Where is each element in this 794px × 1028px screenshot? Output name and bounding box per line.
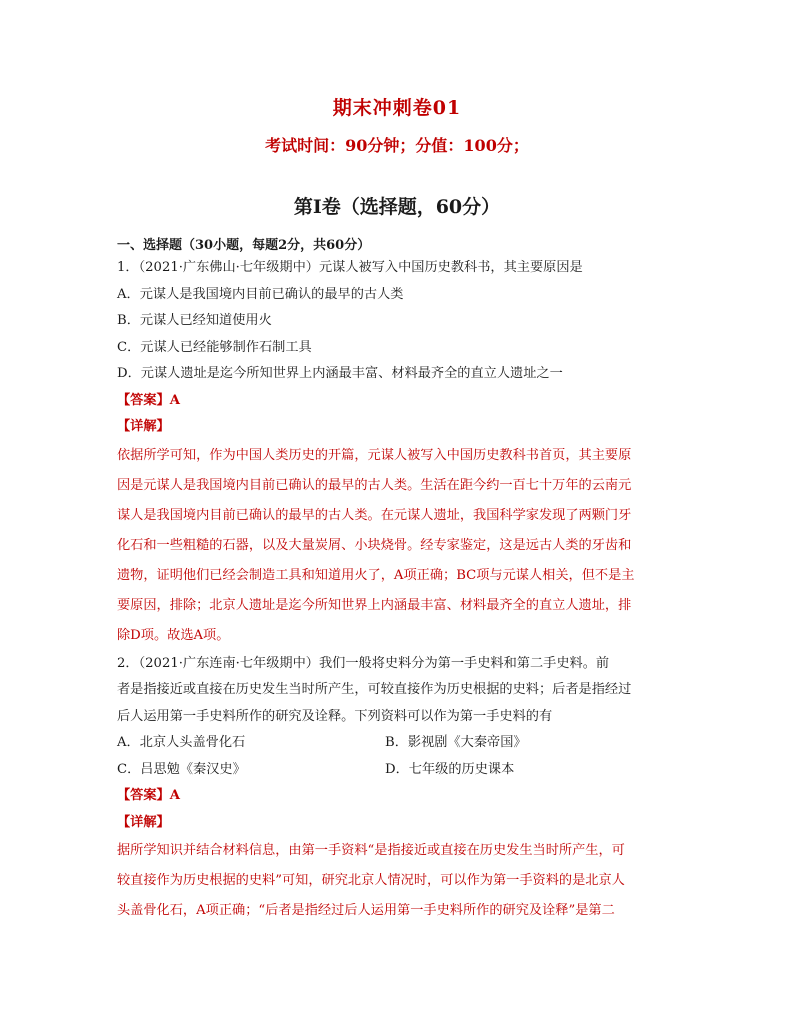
- option-c: C．元谋人已经能够制作石制工具: [117, 339, 312, 355]
- question-1: [117, 255, 697, 651]
- section-title: 第I卷（选择题，60分）: [293, 196, 501, 218]
- option-d: D．元谋人遗址是迄今所知世界上内涵最丰富、材料最齐全的直立人遗址之一: [117, 366, 563, 381]
- question-stem: 1．（2021·广东佛山·七年级期中）元谋人被写入中国历史教科书，其主要原因是: [117, 260, 583, 275]
- option-c: C．吕思勉《秦汉史》: [117, 761, 246, 777]
- question-stem-line: 2．（2021·广东连南·七年级期中）我们一般将史料分为第一手史料和第二手史料。前: [117, 655, 610, 671]
- explanation-line: 较直接作为历史根据的史料”可知，研究北京人情况时，可以作为第一手资料的是北京人: [117, 873, 625, 888]
- question-2: [117, 651, 697, 927]
- explanation-line: 遗物，证明他们已经会制造工具和知道用火了，A项正确；BC项与元谋人相关，但不是主: [117, 567, 635, 583]
- question-stem: [117, 651, 697, 731]
- question-stem-line: 后人运用第一手史料所作的研究及诠释。下列资料可以作为第一手史料的有: [117, 708, 553, 724]
- explanation: [117, 441, 697, 651]
- option-row: [117, 757, 697, 784]
- explain-label: 【详解】: [117, 419, 170, 434]
- answer-value: A: [169, 788, 180, 803]
- explanation-line: 化石和一些粗糙的石器，以及大量炭屑、小块烧骨。经专家鉴定，这是远古人类的牙齿和: [117, 537, 632, 553]
- exam-subtitle: 考试时间：90分钟；分值：100分；: [265, 136, 529, 155]
- explanation-line: 头盖骨化石，A项正确；“后者是指经过后人运用第一手史料所作的研究及诠释”是第二: [117, 903, 615, 918]
- explanation-line: 谋人是我国境内目前已确认的最早的古人类。在元谋人遗址，我国科学家发现了两颗门牙: [117, 507, 632, 523]
- option-a: A．元谋人是我国境内目前已确认的最早的古人类: [117, 286, 404, 302]
- exam-title: 期末冲刺卷01: [332, 97, 462, 119]
- answer-value: A: [169, 392, 180, 408]
- question-stem-line: 者是指接近或直接在历史发生当时所产生，可较直接作为历史根据的史料；后者是指经过: [117, 682, 632, 697]
- answer-row: [117, 388, 697, 415]
- explain-label: 【详解】: [117, 814, 170, 830]
- option-a: A．北京人头盖骨化石: [117, 735, 246, 750]
- option-b: B．元谋人已经知道使用火: [117, 313, 272, 328]
- option-b: B．影视剧《大秦帝国》: [385, 735, 527, 750]
- option-d: D．七年级的历史课本: [385, 761, 515, 777]
- explanation-line: 因是元谋人是我国境内目前已确认的最早的古人类。生活在距今约一百七十万年的云南元: [117, 477, 632, 493]
- question-content: [117, 236, 697, 926]
- explanation: [117, 836, 697, 926]
- explanation-line: 要原因，排除；北京人遗址是迄今所知世界上内涵最丰富、材料最齐全的直立人遗址，排: [117, 597, 632, 613]
- explanation-line: 依据所学可知，作为中国人类历史的开篇，元谋人被写入中国历史教科书首页，其主要原: [117, 447, 632, 463]
- part-heading: 一、选择题（30小题，每题2分，共60分）: [117, 238, 371, 253]
- answer-label: 【答案】: [117, 788, 170, 803]
- explanation-line: 据所学知识并结合材料信息，由第一手资料“是指接近或直接在历史发生当时所产生，可: [117, 843, 625, 858]
- answer-label: 【答案】: [117, 392, 170, 408]
- answer-row: [117, 783, 697, 810]
- option-row: [117, 730, 697, 757]
- explanation-line: 除D项。故选A项。: [117, 627, 230, 643]
